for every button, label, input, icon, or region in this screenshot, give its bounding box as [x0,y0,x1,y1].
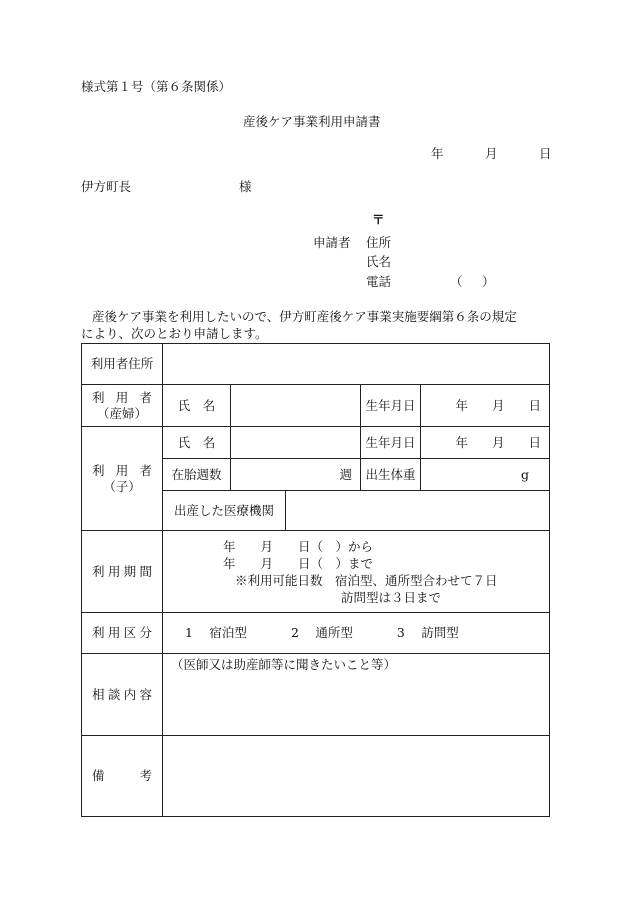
hospital-field[interactable] [286,491,550,531]
child-sub-label: （子） [103,478,141,494]
period-field[interactable] [163,531,550,613]
applicant-label: 申請者 [313,235,351,250]
mother-label-cell: 利 用 者 （産婦） [82,385,163,427]
hospital-label: 出産した医療機関 [163,491,286,531]
consult-label-cell: 相 談 内 容 [82,654,163,736]
child-label-cell: 利 用 者 （子） [82,427,163,531]
row-category [82,613,550,654]
period-from: 年 月 日（ ）から [223,538,374,554]
row-period [82,531,550,613]
weight-field[interactable]: g [421,459,550,491]
gestation-label: 在胎週数 [163,459,231,491]
date-year-label: 年 [431,146,444,161]
child-dob-label: 生年月日 [361,427,421,459]
postal-mark: 〒 [372,212,385,227]
phone-paren-close: ） [482,274,495,289]
category-label-cell: 利 用 区 分 [82,613,163,654]
form-number: 様式第１号（第６条関係） [81,79,232,94]
child-name-field[interactable] [231,427,361,459]
mother-name-label: 氏 名 [163,385,231,427]
child-name-label: 氏 名 [163,427,231,459]
phone-paren-open: （ [450,274,463,289]
weight-label: 出生体重 [361,459,421,491]
period-note-1: ※利用可能日数 宿泊型、通所型合わせて７日 [235,572,498,588]
row-user-address [82,344,550,385]
gestation-field[interactable]: 週 [231,459,361,491]
category-option-visit[interactable]: 3 訪問型 [396,625,459,641]
remarks-field[interactable] [163,736,550,817]
row-child-name [82,427,550,459]
row-remarks [82,736,550,817]
period-label-cell: 利 用 期 間 [82,531,163,613]
row-consult [82,654,550,736]
mother-dob-label: 生年月日 [361,385,421,427]
category-option-stay[interactable]: 1 宿泊型 [185,625,247,641]
user-address-label: 利用者住所 [82,344,163,385]
consult-field[interactable] [163,654,550,736]
intro-line-2: により、次のとおり申請します。 [81,326,268,341]
category-option-daycare[interactable]: 2 通所型 [290,625,353,641]
category-field [163,613,550,654]
addressee: 伊方町長 [81,179,132,194]
date-month-label: 月 [485,146,498,161]
remarks-label-cell: 備 考 [82,736,163,817]
applicant-name-label: 氏名 [366,254,392,269]
consult-hint: （医師又は助産師等に聞きたいこと等） [171,657,397,672]
mother-dob-field[interactable]: 年 月 日 [421,385,550,427]
row-mother [82,385,550,427]
applicant-phone-label: 電話 [366,274,392,289]
application-table [81,343,550,817]
mother-name-field[interactable] [231,385,361,427]
form-title: 産後ケア事業利用申請書 [243,114,381,129]
child-dob-field[interactable]: 年 月 日 [421,427,550,459]
applicant-address-label: 住所 [366,235,392,250]
user-address-field[interactable] [163,344,550,385]
period-note-2: 訪問型は３日まで [341,589,442,605]
period-to: 年 月 日（ ）まで [223,555,374,571]
mother-sub-label: （産婦） [96,405,147,421]
intro-line-1: 産後ケア事業を利用したいので、伊方町産後ケア事業実施要綱第６条の規定 [92,309,517,324]
honorific: 様 [239,179,252,194]
date-day-label: 日 [539,146,552,161]
